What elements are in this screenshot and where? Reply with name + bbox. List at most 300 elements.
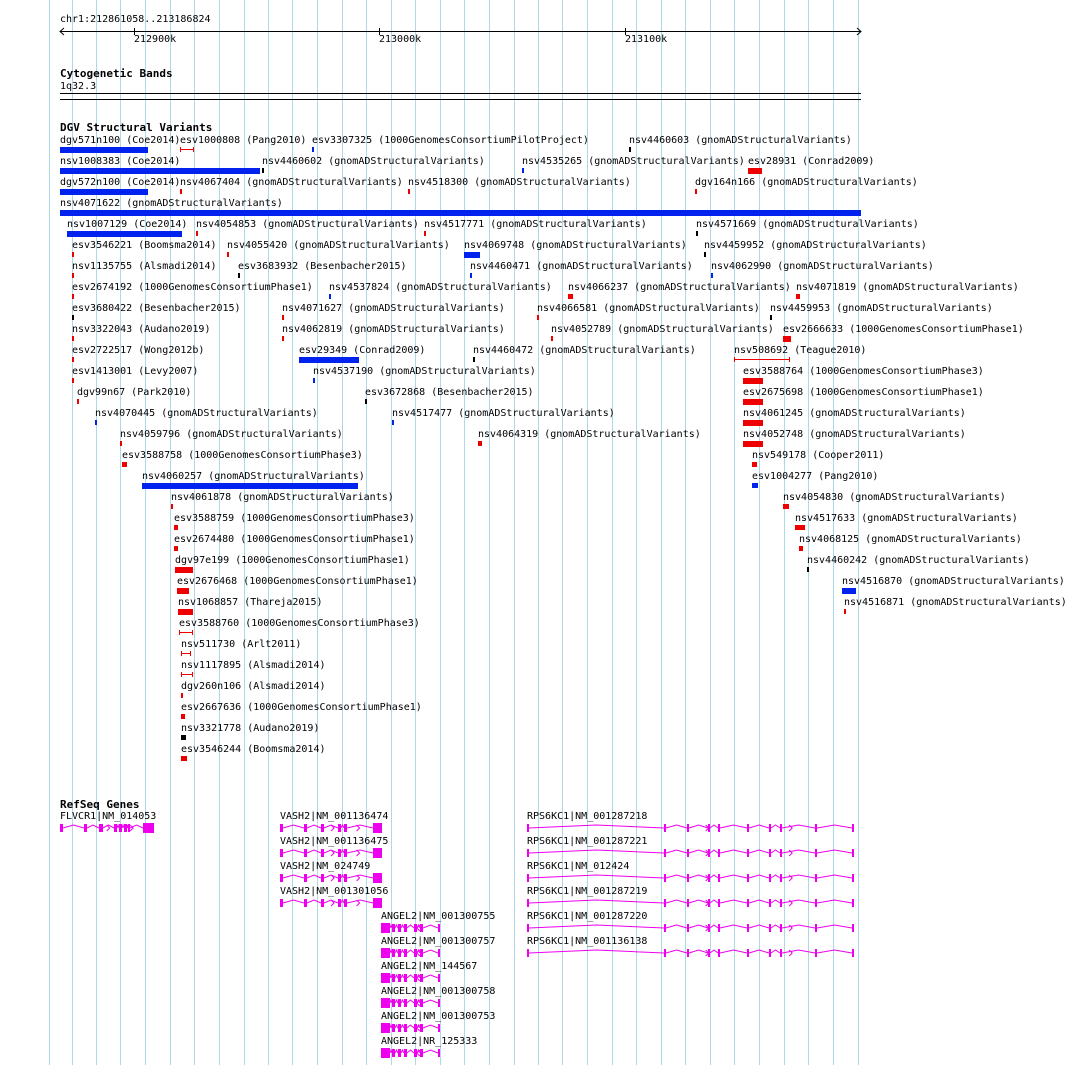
exon bbox=[438, 999, 440, 1007]
transcript-label[interactable]: ANGEL2|NM_144567 bbox=[381, 961, 478, 972]
sv-glyph[interactable] bbox=[770, 315, 772, 320]
sv-glyph[interactable] bbox=[537, 315, 539, 320]
sv-glyph[interactable] bbox=[262, 168, 264, 173]
exon bbox=[114, 824, 117, 832]
exon bbox=[84, 824, 87, 832]
exon bbox=[321, 899, 324, 907]
exon bbox=[815, 824, 817, 832]
exon bbox=[687, 824, 689, 832]
sv-label[interactable]: esv2676468 (1000GenomesConsortiumPhase1) bbox=[177, 576, 418, 587]
exon bbox=[852, 824, 854, 832]
exon bbox=[404, 1024, 407, 1032]
sv-glyph[interactable] bbox=[178, 609, 193, 615]
exon bbox=[373, 873, 382, 883]
sv-label[interactable]: nsv4460471 (gnomADStructuralVariants) bbox=[470, 261, 693, 272]
sv-glyph[interactable] bbox=[799, 546, 803, 551]
exon bbox=[338, 849, 341, 857]
sv-label[interactable]: esv1000808 (Pang2010) bbox=[180, 135, 307, 146]
sv-glyph[interactable] bbox=[60, 210, 861, 216]
sv-glyph[interactable] bbox=[365, 399, 367, 404]
sv-glyph[interactable] bbox=[238, 273, 240, 278]
sv-glyph[interactable] bbox=[122, 462, 127, 467]
exon bbox=[304, 849, 307, 857]
sv-glyph[interactable] bbox=[696, 231, 698, 236]
exon bbox=[280, 849, 283, 857]
transcript-glyph[interactable] bbox=[379, 998, 446, 1010]
sv-label[interactable]: dgv260n106 (Alsmadi2014) bbox=[181, 681, 326, 692]
exon bbox=[99, 824, 103, 832]
intron-line bbox=[529, 900, 852, 903]
transcript-label[interactable]: RPS6KC1|NM_012424 bbox=[527, 861, 630, 872]
exon bbox=[338, 899, 341, 907]
transcript-glyph[interactable] bbox=[525, 948, 863, 960]
sv-glyph[interactable] bbox=[807, 567, 809, 572]
exon bbox=[747, 849, 749, 857]
sv-glyph[interactable] bbox=[551, 336, 553, 341]
sv-label[interactable]: nsv549178 (Cooper2011) bbox=[752, 450, 885, 461]
sv-label[interactable]: nsv4071819 (gnomADStructuralVariants) bbox=[796, 282, 1019, 293]
exon bbox=[815, 949, 817, 957]
exon bbox=[747, 949, 749, 957]
transcript-glyph[interactable] bbox=[379, 948, 446, 960]
sv-label[interactable]: dgv164n166 (gnomADStructuralVariants) bbox=[695, 177, 918, 188]
ruler-tick-label: 213000k bbox=[379, 34, 422, 45]
sv-glyph[interactable] bbox=[72, 315, 74, 320]
sv-label[interactable]: nsv4066581 (gnomADStructuralVariants) bbox=[537, 303, 760, 314]
sv-label[interactable]: nsv508692 (Teague2010) bbox=[734, 345, 867, 356]
exon bbox=[420, 949, 423, 957]
sv-label[interactable]: nsv1117895 (Alsmadi2014) bbox=[181, 660, 326, 671]
transcript-glyph[interactable] bbox=[525, 823, 863, 835]
sv-glyph[interactable] bbox=[177, 588, 189, 594]
exon bbox=[527, 874, 529, 882]
sv-glyph[interactable] bbox=[711, 273, 713, 278]
exon bbox=[438, 1024, 440, 1032]
sv-label[interactable]: nsv4061245 (gnomADStructuralVariants) bbox=[743, 408, 966, 419]
sv-label[interactable]: nsv4460472 (gnomADStructuralVariants) bbox=[473, 345, 696, 356]
sv-label[interactable]: nsv4069748 (gnomADStructuralVariants) bbox=[464, 240, 687, 251]
sv-label[interactable]: nsv4459953 (gnomADStructuralVariants) bbox=[770, 303, 993, 314]
exon bbox=[119, 824, 122, 832]
exon bbox=[373, 848, 382, 858]
sv-label[interactable]: esv2722517 (Wong2012b) bbox=[72, 345, 205, 356]
sv-glyph[interactable] bbox=[464, 252, 480, 258]
sv-glyph[interactable] bbox=[174, 546, 178, 551]
exon bbox=[128, 824, 130, 832]
sv-glyph[interactable] bbox=[181, 651, 191, 656]
sv-label[interactable]: esv3588760 (1000GenomesConsortiumPhase3) bbox=[179, 618, 420, 629]
exon bbox=[381, 1048, 390, 1058]
exon bbox=[664, 924, 666, 932]
sv-glyph[interactable] bbox=[299, 357, 359, 363]
exon bbox=[687, 849, 689, 857]
exon bbox=[769, 874, 771, 882]
transcript-label[interactable]: VASH2|NM_024749 bbox=[280, 861, 371, 872]
sv-label[interactable]: nsv4071622 (gnomADStructuralVariants) bbox=[60, 198, 283, 209]
sv-label[interactable]: dgv572n100 (Coe2014) bbox=[60, 177, 181, 188]
sv-glyph[interactable] bbox=[180, 189, 182, 194]
cytoband-bar[interactable] bbox=[60, 93, 861, 100]
exon bbox=[718, 899, 720, 907]
exon bbox=[769, 899, 771, 907]
sv-glyph[interactable] bbox=[752, 462, 757, 467]
sv-glyph[interactable] bbox=[568, 294, 573, 299]
sv-glyph[interactable] bbox=[752, 483, 758, 488]
sv-label[interactable]: esv1004277 (Pang2010) bbox=[752, 471, 879, 482]
sv-glyph[interactable] bbox=[181, 672, 193, 677]
transcript-label[interactable]: VASH2|NM_001136475 bbox=[280, 836, 389, 847]
sv-label[interactable]: dgv97e199 (1000GenomesConsortiumPhase1) bbox=[175, 555, 410, 566]
sv-glyph[interactable] bbox=[424, 231, 426, 236]
exon bbox=[381, 1023, 390, 1033]
sv-label[interactable]: esv3546244 (Boomsma2014) bbox=[181, 744, 326, 755]
ruler[interactable] bbox=[60, 25, 861, 47]
exon bbox=[852, 899, 854, 907]
intron-line bbox=[529, 825, 852, 828]
sv-label[interactable]: esv3588758 (1000GenomesConsortiumPhase3) bbox=[122, 450, 363, 461]
sv-glyph[interactable] bbox=[408, 189, 410, 194]
sv-glyph-line bbox=[180, 632, 192, 633]
sv-glyph[interactable] bbox=[842, 588, 856, 594]
exon bbox=[420, 924, 423, 932]
exon bbox=[420, 999, 423, 1007]
sv-label[interactable]: nsv1135755 (Alsmadi2014) bbox=[72, 261, 217, 272]
sv-glyph[interactable] bbox=[227, 252, 229, 257]
exon bbox=[769, 949, 771, 957]
sv-glyph[interactable] bbox=[72, 357, 74, 362]
exon bbox=[438, 949, 440, 957]
sv-label[interactable]: dgv99n67 (Park2010) bbox=[77, 387, 192, 398]
sv-label[interactable]: nsv4460242 (gnomADStructuralVariants) bbox=[807, 555, 1030, 566]
exon bbox=[381, 973, 390, 983]
sv-label[interactable]: esv3546221 (Boomsma2014) bbox=[72, 240, 217, 251]
transcript-glyph[interactable] bbox=[278, 823, 384, 835]
exon bbox=[769, 824, 771, 832]
exon bbox=[718, 874, 720, 882]
exon bbox=[344, 874, 347, 882]
sv-glyph-line bbox=[182, 653, 190, 654]
exon bbox=[852, 949, 854, 957]
exon bbox=[344, 849, 347, 857]
transcript-glyph[interactable] bbox=[278, 873, 384, 885]
sv-glyph[interactable] bbox=[329, 294, 331, 299]
sv-label[interactable]: nsv4517771 (gnomADStructuralVariants) bbox=[424, 219, 647, 230]
sv-glyph[interactable] bbox=[95, 420, 97, 425]
exon bbox=[381, 948, 390, 958]
sv-label[interactable]: dgv571n100 (Coe2014) bbox=[60, 135, 181, 146]
exon bbox=[344, 824, 347, 832]
exon bbox=[815, 849, 817, 857]
sv-glyph-line bbox=[181, 149, 193, 150]
sv-glyph[interactable] bbox=[72, 273, 74, 278]
transcript-label[interactable]: VASH2|NM_001136474 bbox=[280, 811, 389, 822]
sv-glyph-line bbox=[735, 359, 789, 360]
sv-glyph[interactable] bbox=[478, 441, 482, 446]
transcript-glyph[interactable] bbox=[379, 973, 446, 985]
exon bbox=[687, 899, 689, 907]
sv-glyph[interactable] bbox=[174, 525, 178, 530]
sv-label[interactable]: nsv3321778 (Audano2019) bbox=[181, 723, 320, 734]
transcript-label[interactable]: RPS6KC1|NM_001287218 bbox=[527, 811, 648, 822]
sv-label[interactable]: esv29349 (Conrad2009) bbox=[299, 345, 426, 356]
sv-glyph[interactable] bbox=[704, 252, 706, 257]
transcript-glyph[interactable] bbox=[525, 923, 863, 935]
sv-glyph[interactable] bbox=[313, 378, 315, 383]
sv-glyph[interactable] bbox=[743, 378, 763, 384]
sv-glyph[interactable] bbox=[180, 147, 194, 152]
exon bbox=[392, 1024, 395, 1032]
transcript-label[interactable]: ANGEL2|NM_001300758 bbox=[381, 986, 496, 997]
sv-glyph[interactable] bbox=[175, 567, 193, 573]
sv-glyph[interactable] bbox=[77, 399, 79, 404]
exon bbox=[124, 824, 127, 832]
sv-glyph[interactable] bbox=[743, 441, 763, 447]
sv-glyph[interactable] bbox=[795, 525, 805, 530]
exon bbox=[527, 824, 529, 832]
sv-glyph[interactable] bbox=[72, 336, 74, 341]
exon bbox=[304, 874, 307, 882]
sv-label[interactable]: nsv4516871 (gnomADStructuralVariants) bbox=[844, 597, 1067, 608]
sv-label[interactable]: esv2667636 (1000GenomesConsortiumPhase1) bbox=[181, 702, 422, 713]
sv-glyph[interactable] bbox=[743, 420, 763, 426]
exon bbox=[280, 899, 283, 907]
sv-glyph[interactable] bbox=[743, 399, 763, 405]
sv-glyph[interactable] bbox=[473, 357, 475, 362]
sv-label[interactable]: nsv4516870 (gnomADStructuralVariants) bbox=[842, 576, 1065, 587]
intron-line bbox=[529, 875, 852, 878]
sv-glyph[interactable] bbox=[181, 714, 185, 719]
exon bbox=[769, 924, 771, 932]
transcript-label[interactable]: RPS6KC1|NM_001287221 bbox=[527, 836, 648, 847]
exon bbox=[404, 974, 407, 982]
transcript-glyph[interactable] bbox=[379, 1048, 446, 1060]
exon bbox=[815, 874, 817, 882]
exon bbox=[527, 899, 529, 907]
sv-glyph[interactable] bbox=[783, 336, 791, 342]
transcript-label[interactable]: ANGEL2|NR_125333 bbox=[381, 1036, 478, 1047]
exon bbox=[438, 1049, 440, 1057]
exon bbox=[392, 999, 395, 1007]
exon bbox=[780, 949, 782, 957]
exon bbox=[815, 899, 817, 907]
sv-glyph-line bbox=[182, 674, 192, 675]
sv-label[interactable]: esv1413001 (Levy2007) bbox=[72, 366, 199, 377]
sv-label[interactable]: nsv4517477 (gnomADStructuralVariants) bbox=[392, 408, 615, 419]
sv-label[interactable]: nsv4071627 (gnomADStructuralVariants) bbox=[282, 303, 505, 314]
sv-glyph[interactable] bbox=[179, 630, 193, 635]
sv-glyph[interactable] bbox=[734, 357, 790, 362]
sv-label[interactable]: nsv4052748 (gnomADStructuralVariants) bbox=[743, 429, 966, 440]
sv-glyph[interactable] bbox=[470, 273, 472, 278]
intron-line bbox=[529, 950, 852, 953]
sv-label[interactable]: esv3683932 (Besenbacher2015) bbox=[238, 261, 407, 272]
sv-glyph[interactable] bbox=[67, 231, 182, 237]
sv-glyph[interactable] bbox=[72, 378, 74, 383]
transcript-glyph[interactable] bbox=[525, 873, 863, 885]
exon bbox=[143, 823, 154, 833]
sv-glyph[interactable] bbox=[695, 189, 697, 194]
exon bbox=[404, 924, 407, 932]
sv-label[interactable]: nsv3322043 (Audano2019) bbox=[72, 324, 211, 335]
sv-glyph[interactable] bbox=[522, 168, 524, 173]
sv-glyph[interactable] bbox=[60, 168, 260, 174]
exon bbox=[747, 874, 749, 882]
sv-label[interactable]: nsv4055420 (gnomADStructuralVariants) bbox=[227, 240, 450, 251]
sv-label[interactable]: nsv4060257 (gnomADStructuralVariants) bbox=[142, 471, 365, 482]
exon bbox=[780, 849, 782, 857]
sv-label[interactable]: nsv1007129 (Coe2014) bbox=[67, 219, 188, 230]
sv-label[interactable]: nsv4064319 (gnomADStructuralVariants) bbox=[478, 429, 701, 440]
sv-glyph[interactable] bbox=[72, 252, 74, 257]
exon bbox=[852, 924, 854, 932]
exon bbox=[747, 899, 749, 907]
transcript-glyph[interactable] bbox=[379, 1023, 446, 1035]
sv-label[interactable]: esv2674192 (1000GenomesConsortiumPhase1) bbox=[72, 282, 313, 293]
transcript-glyph[interactable] bbox=[525, 898, 863, 910]
sv-label[interactable]: nsv1008383 (Coe2014) bbox=[60, 156, 181, 167]
sv-label[interactable]: nsv4052789 (gnomADStructuralVariants) bbox=[551, 324, 774, 335]
sv-label[interactable]: nsv4061878 (gnomADStructuralVariants) bbox=[171, 492, 394, 503]
exon bbox=[304, 899, 307, 907]
exon bbox=[664, 874, 666, 882]
sv-glyph[interactable] bbox=[282, 315, 284, 320]
transcript-label[interactable]: VASH2|NM_001301056 bbox=[280, 886, 389, 897]
sv-label[interactable]: esv3588764 (1000GenomesConsortiumPhase3) bbox=[743, 366, 984, 377]
transcript-glyph[interactable] bbox=[278, 848, 384, 860]
sv-label[interactable]: esv2674480 (1000GenomesConsortiumPhase1) bbox=[174, 534, 415, 545]
exon bbox=[404, 1049, 407, 1057]
sv-label[interactable]: esv3672868 (Besenbacher2015) bbox=[365, 387, 534, 398]
sv-glyph[interactable] bbox=[796, 294, 800, 299]
sv-label[interactable]: esv3680422 (Besenbacher2015) bbox=[72, 303, 241, 314]
intron-line bbox=[529, 925, 852, 928]
sv-label[interactable]: nsv4537190 (gnomADStructuralVariants) bbox=[313, 366, 536, 377]
sv-glyph[interactable] bbox=[312, 147, 314, 152]
exon bbox=[404, 999, 407, 1007]
ruler-coordinates: chr1:212861058..213186824 bbox=[60, 14, 211, 25]
sv-glyph[interactable] bbox=[181, 756, 187, 761]
transcript-label[interactable]: RPS6KC1|NM_001136138 bbox=[527, 936, 648, 947]
sv-label[interactable]: nsv4054853 (gnomADStructuralVariants) bbox=[196, 219, 419, 230]
sv-label[interactable]: nsv1068857 (Thareja2015) bbox=[178, 597, 323, 608]
refseq-track-title: RefSeq Genes bbox=[60, 798, 140, 811]
exon bbox=[718, 824, 720, 832]
exon bbox=[664, 899, 666, 907]
sv-label[interactable]: nsv4068125 (gnomADStructuralVariants) bbox=[799, 534, 1022, 545]
sv-glyph[interactable] bbox=[783, 504, 789, 509]
cytoband-track-title: Cytogenetic Bands bbox=[60, 67, 173, 80]
transcript-glyph[interactable] bbox=[379, 923, 446, 935]
transcript-label[interactable]: ANGEL2|NM_001300755 bbox=[381, 911, 496, 922]
transcript-label[interactable]: FLVCR1|NM_014053 bbox=[60, 811, 157, 822]
transcript-label[interactable]: RPS6KC1|NM_001287219 bbox=[527, 886, 648, 897]
dgv-track-title: DGV Structural Variants bbox=[60, 121, 213, 134]
exon bbox=[420, 1049, 423, 1057]
exon bbox=[527, 924, 529, 932]
exon bbox=[687, 949, 689, 957]
exon bbox=[321, 874, 324, 882]
sv-label[interactable]: nsv4062990 (gnomADStructuralVariants) bbox=[711, 261, 934, 272]
exon bbox=[392, 924, 395, 932]
sv-label[interactable]: nsv4062819 (gnomADStructuralVariants) bbox=[282, 324, 505, 335]
exon bbox=[373, 898, 382, 908]
sv-label[interactable]: esv3588759 (1000GenomesConsortiumPhase3) bbox=[174, 513, 415, 524]
exon bbox=[747, 924, 749, 932]
exon bbox=[815, 924, 817, 932]
sv-glyph[interactable] bbox=[392, 420, 394, 425]
transcript-label[interactable]: ANGEL2|NM_001300757 bbox=[381, 936, 496, 947]
exon bbox=[381, 998, 390, 1008]
sv-glyph[interactable] bbox=[72, 294, 74, 299]
exon bbox=[373, 823, 382, 833]
exon bbox=[280, 824, 283, 832]
transcript-label[interactable]: ANGEL2|NM_001300753 bbox=[381, 1011, 496, 1022]
exon bbox=[438, 974, 440, 982]
exon bbox=[664, 849, 666, 857]
sv-label[interactable]: nsv4054830 (gnomADStructuralVariants) bbox=[783, 492, 1006, 503]
sv-glyph[interactable] bbox=[748, 168, 762, 174]
exon bbox=[718, 849, 720, 857]
exon bbox=[304, 824, 307, 832]
sv-label[interactable]: nsv4517633 (gnomADStructuralVariants) bbox=[795, 513, 1018, 524]
exon bbox=[404, 949, 407, 957]
sv-glyph[interactable] bbox=[60, 189, 148, 195]
sv-label[interactable]: esv2666633 (1000GenomesConsortiumPhase1) bbox=[783, 324, 1024, 335]
sv-label[interactable]: nsv4460603 (gnomADStructuralVariants) bbox=[629, 135, 852, 146]
exon bbox=[420, 974, 423, 982]
sv-glyph[interactable] bbox=[181, 735, 186, 740]
sv-label[interactable]: esv2675698 (1000GenomesConsortiumPhase1) bbox=[743, 387, 984, 398]
sv-glyph[interactable] bbox=[142, 483, 358, 489]
sv-label[interactable]: esv28931 (Conrad2009) bbox=[748, 156, 875, 167]
exon bbox=[321, 849, 324, 857]
sv-glyph[interactable] bbox=[282, 336, 284, 341]
sv-label[interactable]: nsv4535265 (gnomADStructuralVariants) bbox=[522, 156, 745, 167]
sv-label[interactable]: nsv4537824 (gnomADStructuralVariants) bbox=[329, 282, 552, 293]
sv-glyph[interactable] bbox=[120, 441, 122, 446]
sv-label[interactable]: nsv4518300 (gnomADStructuralVariants) bbox=[408, 177, 631, 188]
exon bbox=[718, 949, 720, 957]
exon bbox=[780, 924, 782, 932]
sv-label[interactable]: nsv4059796 (gnomADStructuralVariants) bbox=[120, 429, 343, 440]
transcript-label[interactable]: RPS6KC1|NM_001287220 bbox=[527, 911, 648, 922]
sv-label[interactable]: nsv4459952 (gnomADStructuralVariants) bbox=[704, 240, 927, 251]
sv-label[interactable]: nsv4070445 (gnomADStructuralVariants) bbox=[95, 408, 318, 419]
exon bbox=[381, 923, 390, 933]
sv-label[interactable]: nsv4460602 (gnomADStructuralVariants) bbox=[262, 156, 485, 167]
exon bbox=[321, 824, 324, 832]
transcript-glyph[interactable] bbox=[278, 898, 384, 910]
sv-label[interactable]: nsv4571669 (gnomADStructuralVariants) bbox=[696, 219, 919, 230]
sv-glyph[interactable] bbox=[629, 147, 631, 152]
sv-glyph[interactable] bbox=[196, 231, 198, 236]
sv-glyph[interactable] bbox=[171, 504, 173, 509]
exon bbox=[338, 874, 341, 882]
sv-label[interactable]: esv3307325 (1000GenomesConsortiumPilotProject) bbox=[312, 135, 589, 146]
transcript-glyph[interactable] bbox=[58, 823, 156, 835]
sv-glyph[interactable] bbox=[844, 609, 846, 614]
sv-label[interactable]: nsv511730 (Arlt2011) bbox=[181, 639, 302, 650]
exon bbox=[664, 824, 666, 832]
sv-glyph[interactable] bbox=[181, 693, 183, 698]
cytoband-label: 1q32.3 bbox=[60, 81, 97, 92]
transcript-glyph[interactable] bbox=[525, 848, 863, 860]
sv-label[interactable]: nsv4067404 (gnomADStructuralVariants) bbox=[180, 177, 403, 188]
ruler-line bbox=[60, 31, 861, 32]
sv-label[interactable]: nsv4066237 (gnomADStructuralVariants) bbox=[568, 282, 791, 293]
exon bbox=[780, 899, 782, 907]
sv-glyph[interactable] bbox=[60, 147, 148, 153]
